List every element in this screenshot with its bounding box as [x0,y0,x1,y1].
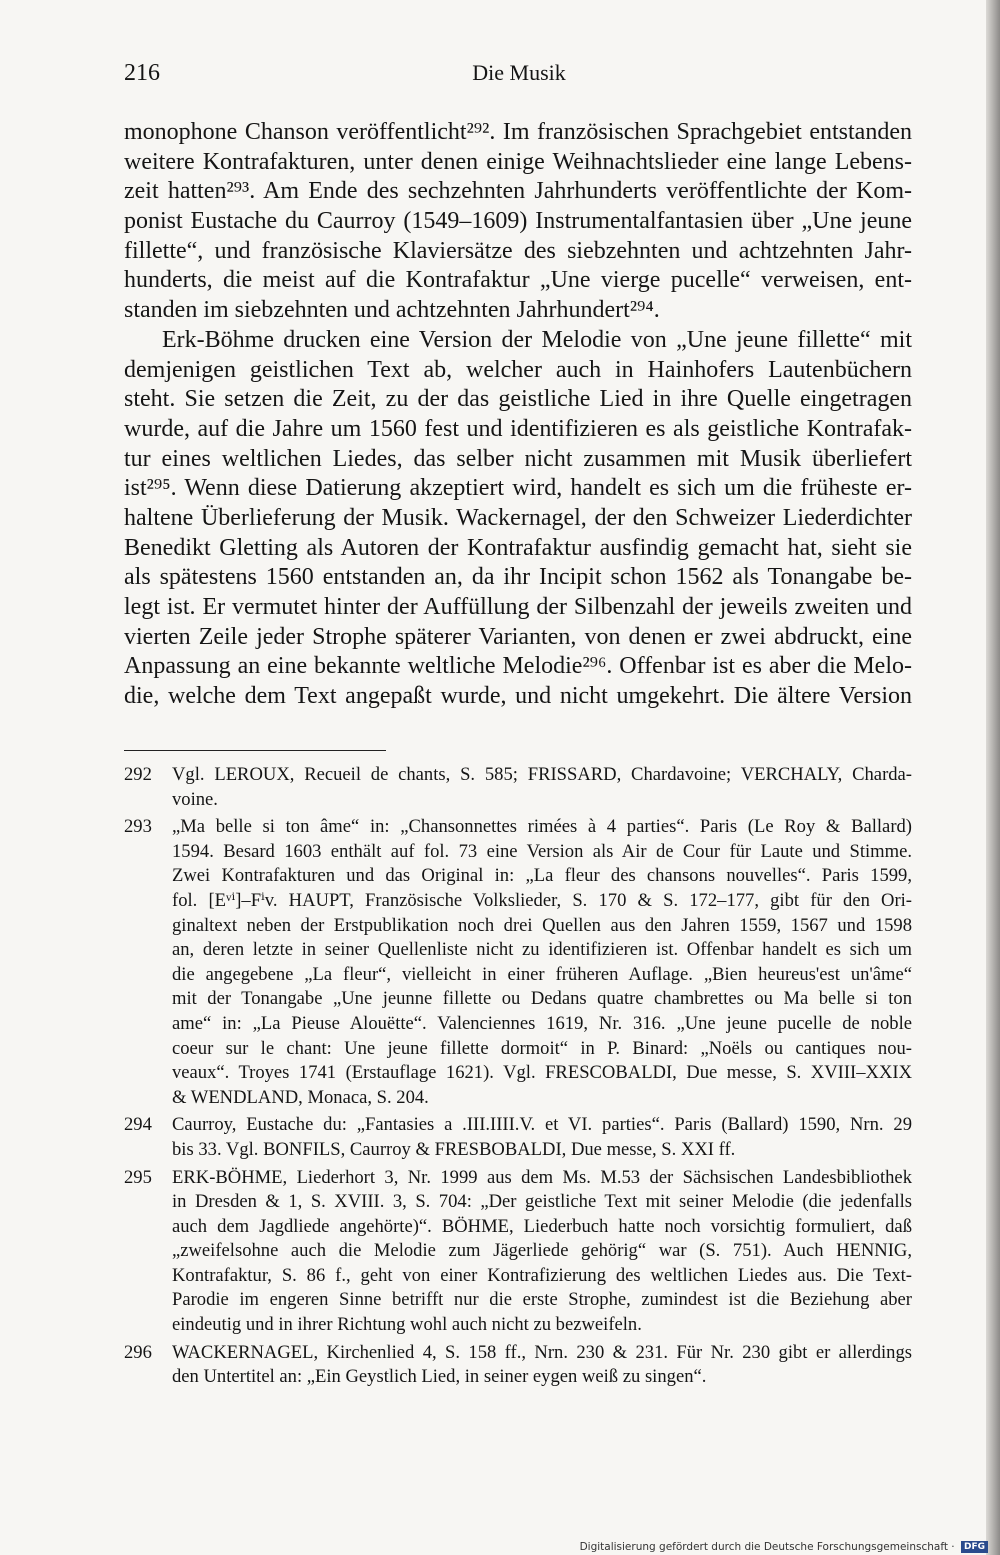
footnote-line: ginaltext neben der Erstpublikation noch drei Quellen aus den Jahren 1559, 1567 und 1598 [172,914,912,936]
footnote-line: coeur sur le chant: Une jeune fillette dormoit“ in P. Binard: „Noëls ou cantiques nou- [172,1037,912,1059]
footnote-line: Zwei Kontrafakturen und das Original in: „La fleur des chansons nouvelles“. Paris 1599, [172,865,912,887]
footnote-296 [124,1341,912,1390]
footnote-line: in Dresden & 1, S. XVIII. 3, S. 704: „Der geistliche Text mit seiner Melodie (die jedenfalls [172,1191,912,1213]
footnote-line: den Untertitel an: „Ein Geystlich Lied, in seiner eygen weiß zu singen“. [172,1366,707,1388]
body-text [124,118,912,712]
footnote-line: Caurroy, Eustache du: „Fantasies a .III.IIII.V. et VI. parties“. Paris (Ballard) 1590, Nrn. 29 [172,1114,912,1136]
footnote-line: mit der Tonangabe „Une jeunne fillette ou Dedans quatre chambrettes ou Ma belle si ton [172,988,912,1010]
footnote-number: 294 [124,1114,152,1136]
dfg-logo: DFG [961,1541,988,1553]
body-line: legt ist. Er vermutet hinter der Auffüllung der Silbenzahl der jeweils zweiten und [124,594,912,620]
digitization-credit [580,1539,988,1555]
body-line: vierten Zeile jeder Strophe späterer Varianten, von denen er zwei abdruckt, eine [124,623,912,650]
footnote-separator [124,750,386,751]
page-number: 216 [124,60,160,86]
footnote-295 [124,1166,912,1338]
footnote-line: an, deren letzte in seiner Quellenliste nicht zu identifizieren ist. Offenbar handelt es sich um [172,939,912,961]
footnote-line: voine. [172,788,218,810]
footnote-line: fol. [Eᵛⁱ]–Fⁱv. HAUPT, Französische Volkslieder, S. 170 & S. 172–177, gibt für den Ori- [172,889,912,911]
footnote-line: Parodie im engeren Sinne betrifft nur die erste Strophe, zumindest ist die Beziehung aber [172,1289,912,1311]
body-line: weitere Kontrafakturen, unter denen einige Weihnachtslieder eine lange Lebens- [124,148,912,175]
footnote-294 [124,1113,912,1162]
body-line: zeit hatten²⁹³. Am Ende des sechzehnten Jahrhunderts veröffentlichte der Kom- [124,178,912,205]
footnote-line: eindeutig und in ihrer Richtung wohl auch nicht zu bezweifeln. [172,1314,642,1336]
footnote-number: 292 [124,764,152,785]
body-line: fillette“, und französische Klaviersätze des siebzehnten und achtzehnten Jahr- [124,237,912,264]
footnote-line: Kontrafaktur, S. 86 f., geht von einer Kontrafizierung des weltlichen Liedes aus. Die Text- [172,1264,912,1286]
body-line: Erk-Böhme drucken eine Version der Melodie von „Une jeune fillette“ mit [162,326,912,353]
footnote-number: 293 [124,816,152,838]
footnote-line: 1594. Besard 1603 enthält auf fol. 73 eine Version als Air de Cour für Laute und Stimme. [172,840,912,862]
footnote-number: 296 [124,1341,152,1363]
body-line: Benedikt Gletting als Autoren der Kontrafaktur ausfindig gemacht hat, sieht sie [124,534,912,561]
footnote-line: auch dem Jagdliede angehörte)“. BÖHME, Liederbuch hatte noch vorsichtig formuliert, daß [172,1215,912,1237]
footnote-number: 295 [124,1166,152,1188]
running-title: Die Musik [472,60,566,85]
footnote-line: ame“ in: „La Pieuse Alouëtte“. Valenciennes 1619, Nr. 316. „Une jeune pucelle de noble [172,1012,912,1034]
body-line: standen im siebzehnten und achtzehnten Jahrhundert²⁹⁴. [124,297,660,324]
body-line: Anpassung an eine bekannte weltliche Melodie²⁹⁶. Offenbar ist es aber die Melo- [124,653,912,680]
body-line: wurde, auf die Jahre um 1560 fest und identifizieren es als geistliche Kontrafak- [124,415,912,442]
footnote-line: „zweifelsohne auch die Melodie zum Jägerliede gehörig“ war (S. 751). Auch HENNIG, [172,1240,912,1262]
footnote-line: bis 33. Vgl. BONFILS, Caurroy & FRESBOBALDI, Due messe, S. XXI ff. [172,1138,736,1160]
footnote-line: & WENDLAND, Monaca, S. 204. [172,1086,429,1108]
credit-text: Digitalisierung gefördert durch die Deutsche Forschungsgemeinschaft · [579,1541,955,1553]
body-line: ist²⁹⁵. Wenn diese Datierung akzeptiert wird, handelt es sich um die früheste er- [124,475,912,502]
body-line: monophone Chanson veröffentlicht²⁹². Im französischen Sprachgebiet entstanden [124,119,912,145]
footnote-line: WACKERNAGEL, Kirchenlied 4, S. 158 ff., Nrn. 230 & 231. Für Nr. 230 gibt er allerdings [172,1341,912,1363]
body-line: ponist Eustache du Caurroy (1549–1609) Instrumentalfantasien über „Une jeune [124,208,912,235]
footnote-line: Vgl. LEROUX, Recueil de chants, S. 585; FRISSARD, Chardavoine; VERCHALY, Charda- [172,764,912,785]
footnote-293 [124,815,912,1110]
footnote-line: „Ma belle si ton âme“ in: „Chansonnettes rimées à 4 parties“. Paris (Le Roy & Ballard) [172,816,912,838]
body-line: als spätestens 1560 entstanden an, da ihr Incipit schon 1562 als Tonangabe be- [124,564,912,591]
body-line: hunderts, die meist auf die Kontrafaktur „Une vierge pucelle“ verweisen, ent- [124,267,912,294]
footnote-line: ERK-BÖHME, Liederhort 3, Nr. 1999 aus dem Ms. M.53 der Sächsischen Landesbibliothek [172,1166,912,1188]
footnote-292 [124,763,912,812]
page-header [124,60,914,96]
body-line: haltene Überlieferung der Musik. Wackernagel, der den Schweizer Liederdichter [124,504,912,531]
footnote-line: veaux“. Troyes 1741 (Erstauflage 1621). Vgl. FRESCOBALDI, Due messe, S. XVIII–XXIX [172,1062,912,1084]
body-line: die, welche dem Text angepaßt wurde, und nicht umgekehrt. Die ältere Version [124,683,912,710]
page-edge-shadow [986,0,1000,1555]
body-line: demjenigen geistlichen Text ab, welcher auch in Hainhofers Lautenbüchern [124,356,912,383]
footnotes [124,763,912,1393]
body-line: tur eines weltlichen Liedes, das selber nicht zusammen mit Musik überliefert [124,445,912,472]
body-line: steht. Sie setzen die Zeit, zu der das geistliche Lied in ihre Quelle eingetragen [124,386,912,413]
footnote-line: die angegebene „La fleur“, vielleicht in einer früheren Auflage. „Bien heureus'est un'âme“ [172,963,912,985]
